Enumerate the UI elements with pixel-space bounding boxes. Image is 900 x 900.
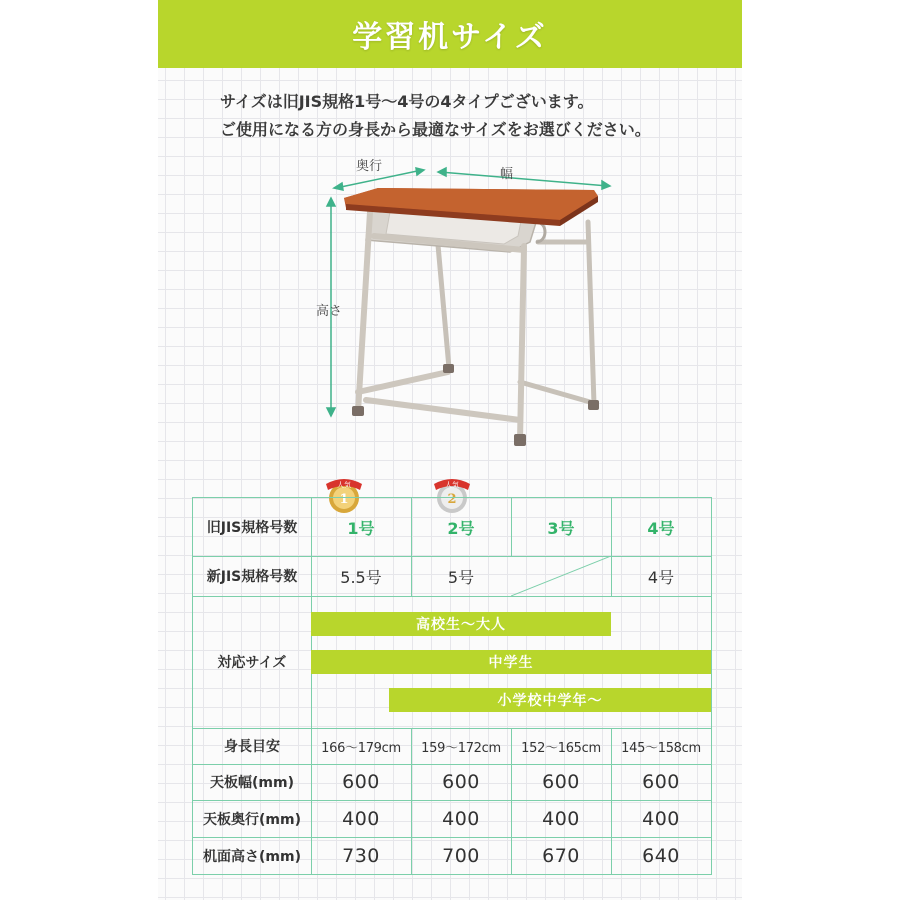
row-new-jis	[193, 556, 711, 596]
top-depth-1: 400	[342, 807, 380, 830]
desk-diagram	[298, 150, 618, 460]
top-width-2: 600	[442, 771, 480, 793]
new-jis-size-1: 5.5号	[340, 567, 382, 587]
row-desk-height	[193, 837, 711, 874]
top-width-3: 600	[542, 771, 580, 793]
badge-1-rank: 1	[339, 492, 349, 507]
row-size	[193, 596, 711, 728]
row-top-width	[193, 764, 711, 800]
content-panel	[158, 0, 742, 900]
intro-text	[220, 88, 740, 144]
height-range-1: 166～179cm	[321, 740, 401, 756]
page-title: 学習机サイズ	[352, 20, 548, 55]
old-jis-size-2: 2号	[447, 518, 475, 538]
top-depth-3: 400	[542, 807, 580, 830]
height-label: 高さ	[316, 304, 343, 319]
label-top-depth: 天板奥行(mm)	[203, 811, 301, 828]
height-range-3: 152～165cm	[521, 740, 601, 756]
row-old-jis	[193, 498, 711, 556]
old-jis-size-4: 4号	[647, 518, 675, 538]
desk-height-3: 670	[542, 844, 580, 867]
row-top-depth	[193, 800, 711, 837]
new-jis-size-3	[511, 556, 611, 596]
top-width-1: 600	[342, 771, 380, 793]
badge-2-text: 人気	[445, 481, 459, 489]
badge-1-text: 人気	[337, 481, 351, 489]
size-bar-high-school-adult: 高校生～大人	[311, 612, 611, 636]
top-width-4: 600	[642, 771, 680, 793]
label-height: 身長目安	[224, 739, 280, 755]
height-range-2: 159～172cm	[421, 740, 501, 756]
size-bar-elementary-mid: 小学校中学年～	[389, 688, 711, 712]
new-jis-size-2: 5号	[447, 567, 475, 587]
new-jis-size-4: 4号	[647, 567, 675, 587]
label-old-jis: 旧JIS規格号数	[206, 520, 298, 536]
intro-line-1: サイズは旧JIS規格1号～4号の4タイプございます。	[220, 92, 594, 111]
height-range-4: 145～158cm	[621, 740, 701, 756]
old-jis-size-3: 3号	[547, 518, 575, 538]
desk-height-4: 640	[642, 844, 680, 867]
label-size: 対応サイズ	[217, 655, 287, 671]
badge-2-rank: 2	[447, 492, 457, 507]
old-jis-size-1: 1号	[347, 518, 375, 538]
top-depth-2: 400	[442, 807, 480, 830]
size-bar-junior-high: 中学生	[311, 650, 711, 674]
top-depth-4: 400	[642, 807, 680, 830]
desk-height-2: 700	[442, 844, 480, 867]
desk-height-1: 730	[342, 844, 380, 867]
spec-table	[192, 497, 712, 875]
label-new-jis: 新JIS規格号数	[206, 569, 298, 585]
intro-line-2: ご使用になる方の身長から最適なサイズをお選びください。	[220, 120, 651, 139]
label-top-width: 天板幅(mm)	[210, 775, 294, 791]
header-banner	[158, 0, 742, 68]
width-label: 幅	[500, 167, 514, 182]
depth-label: 奥行	[356, 159, 383, 174]
row-height	[193, 728, 711, 764]
label-desk-height: 机面高さ(mm)	[203, 848, 301, 865]
